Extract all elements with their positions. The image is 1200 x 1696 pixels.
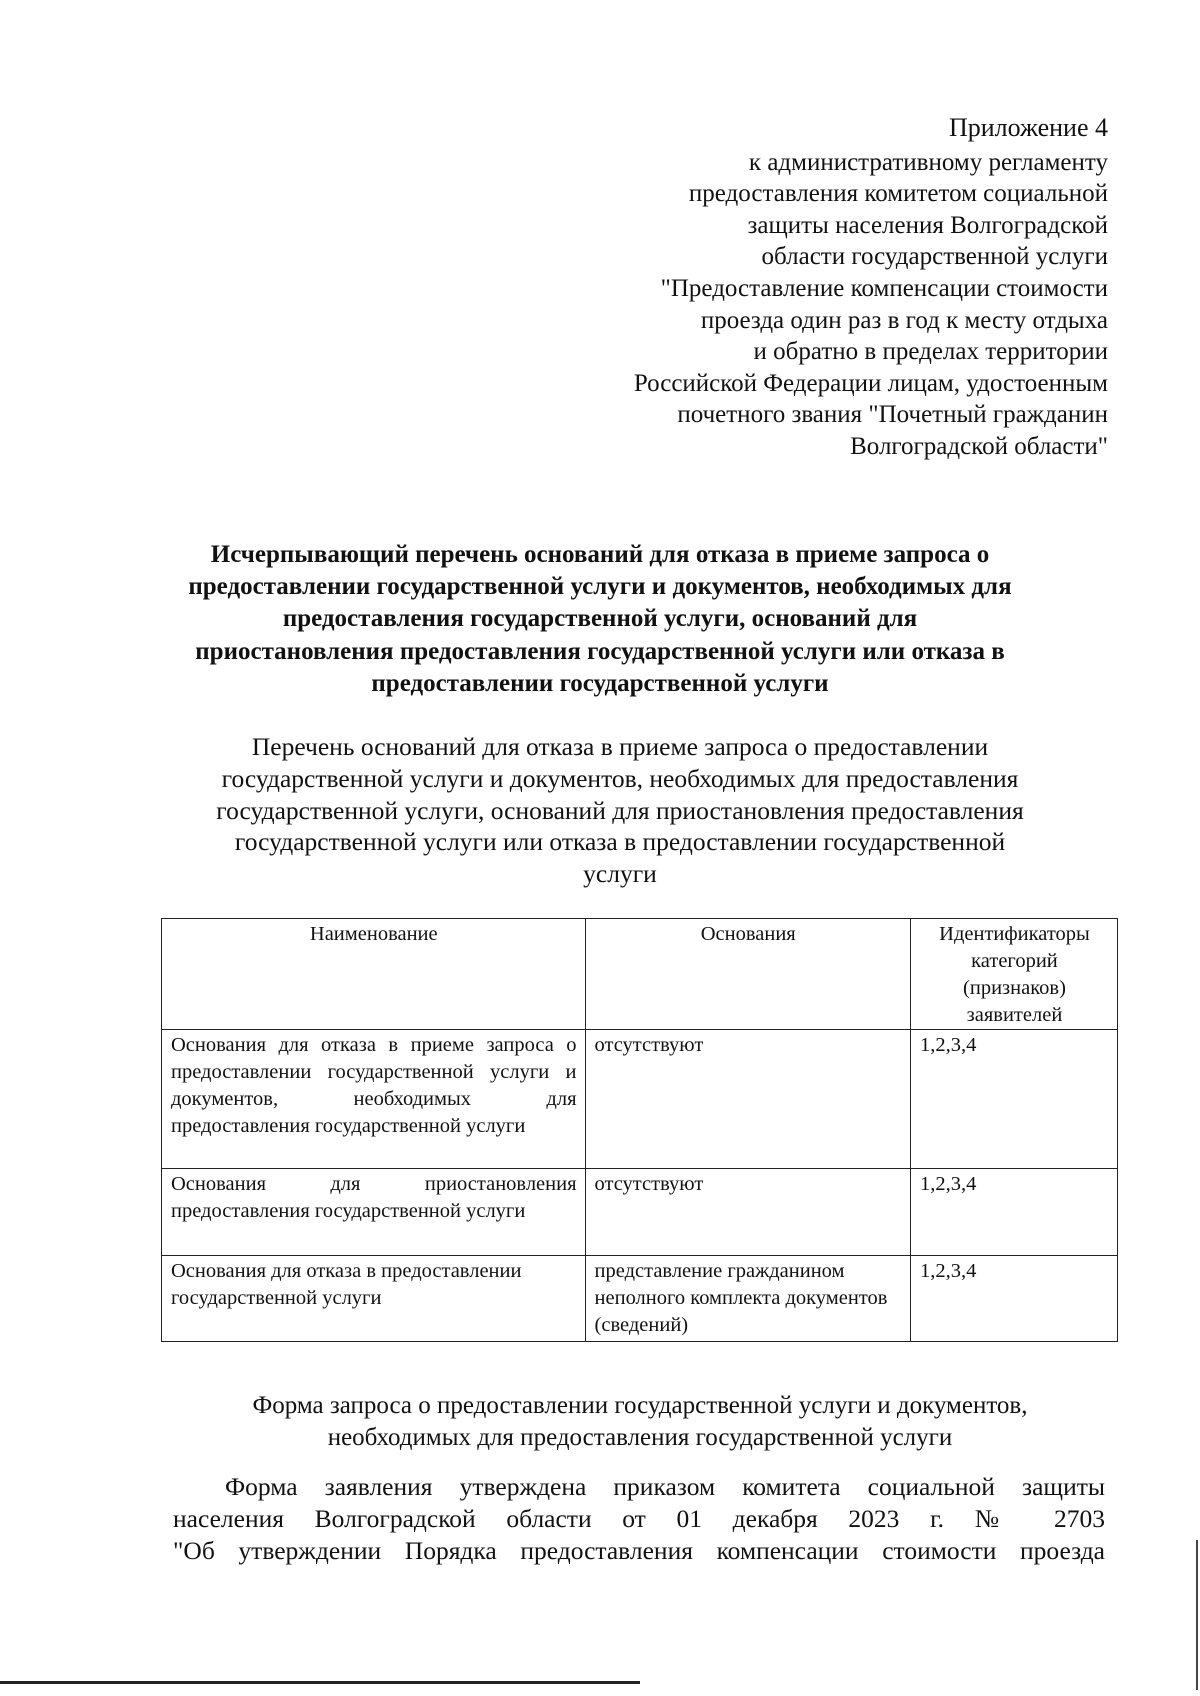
list-title-line: услуги: [583, 859, 657, 889]
document-title: [150, 539, 1050, 700]
list-title-line: государственной услуги и документов, необходимых для предоставления: [221, 763, 1019, 793]
table-header-row: [162, 919, 1118, 1030]
appendix-line: к административному регламенту: [748, 148, 1108, 176]
table-row: [162, 1169, 1118, 1256]
appendix-heading: Приложение 4: [948, 113, 1108, 142]
title-line: предоставлении государственной услуги: [371, 669, 829, 697]
header-grounds: Основания: [585, 919, 910, 1030]
appendix-line: Волгоградской области": [850, 432, 1108, 460]
list-title: [170, 731, 1070, 890]
appendix-line: проезда один раз в год к месту отдыха: [700, 306, 1108, 334]
table-row: [162, 1030, 1118, 1169]
paragraph-line: "Об утверждении Порядка предоставления компенсации стоимости проезда: [173, 1536, 1105, 1565]
appendix-line: "Предоставление компенсации стоимости: [660, 274, 1108, 302]
paragraph-line: населения Волгоградской области от 01 декабря 2023 г. № 2703: [173, 1504, 1105, 1533]
header-identifiers: Идентификаторы категорий (признаков) заявителей: [910, 919, 1117, 1030]
appendix-line: области государственной услуги: [761, 243, 1108, 271]
paragraph-line: Форма заявления утверждена приказом комитета социальной защиты: [225, 1472, 1105, 1501]
header-name: Наименование: [162, 919, 586, 1030]
title-line: приостановления предоставления государственной услуги или отказа в: [195, 637, 1005, 665]
cell-grounds: представление гражданином неполного комплекта документов (сведений): [585, 1256, 910, 1342]
scan-bottom-rule: [0, 1681, 640, 1684]
appendix-line: защиты населения Волгоградской: [747, 211, 1108, 239]
appendix-line: предоставления комитетом социальной: [688, 180, 1108, 208]
cell-grounds: отсутствуют: [585, 1030, 910, 1169]
form-title-line: Форма запроса о предоставлении государственной услуги и документов,: [252, 1392, 1028, 1419]
cell-name: Основания для отказа в предоставлении государственной услуги: [162, 1256, 586, 1342]
grounds-table: [161, 918, 1118, 1342]
appendix-line: почетного звания "Почетный гражданин: [677, 401, 1108, 429]
cell-ids: 1,2,3,4: [910, 1030, 1117, 1169]
list-title-line: государственной услуги или отказа в предоставлении государственной: [234, 827, 1006, 857]
appendix-block: [488, 112, 1108, 463]
title-line: Исчерпывающий перечень оснований для отказа в приеме запроса о: [210, 541, 990, 568]
appendix-line: Российской Федерации лицам, удостоенным: [633, 369, 1108, 397]
cell-ids: 1,2,3,4: [910, 1256, 1117, 1342]
appendix-line: и обратно в пределах территории: [753, 338, 1108, 366]
form-title-line: необходимых для предоставления государственной услуги: [327, 1424, 953, 1451]
title-line: предоставления государственной услуги, оснований для: [282, 605, 918, 633]
title-line: предоставлении государственной услуги и документов, необходимых для: [188, 573, 1012, 601]
cell-grounds: отсутствуют: [585, 1169, 910, 1256]
scan-edge-mark: [1196, 1540, 1198, 1690]
list-title-line: Перечень оснований для отказа в приеме запроса о предоставлении: [251, 732, 989, 761]
list-title-line: государственной услуги, оснований для приостановления предоставления: [216, 795, 1024, 825]
table-row: [162, 1256, 1118, 1342]
cell-ids: 1,2,3,4: [910, 1169, 1117, 1256]
form-title: [150, 1390, 1130, 1454]
cell-name: Основания для приостановления предоставления государственной услуги: [162, 1169, 586, 1256]
form-paragraph: [173, 1471, 1105, 1567]
cell-name: Основания для отказа в приеме запроса о предоставлении государственной услуги и документов, необходимых для предоставления государственной услуги: [162, 1030, 586, 1169]
